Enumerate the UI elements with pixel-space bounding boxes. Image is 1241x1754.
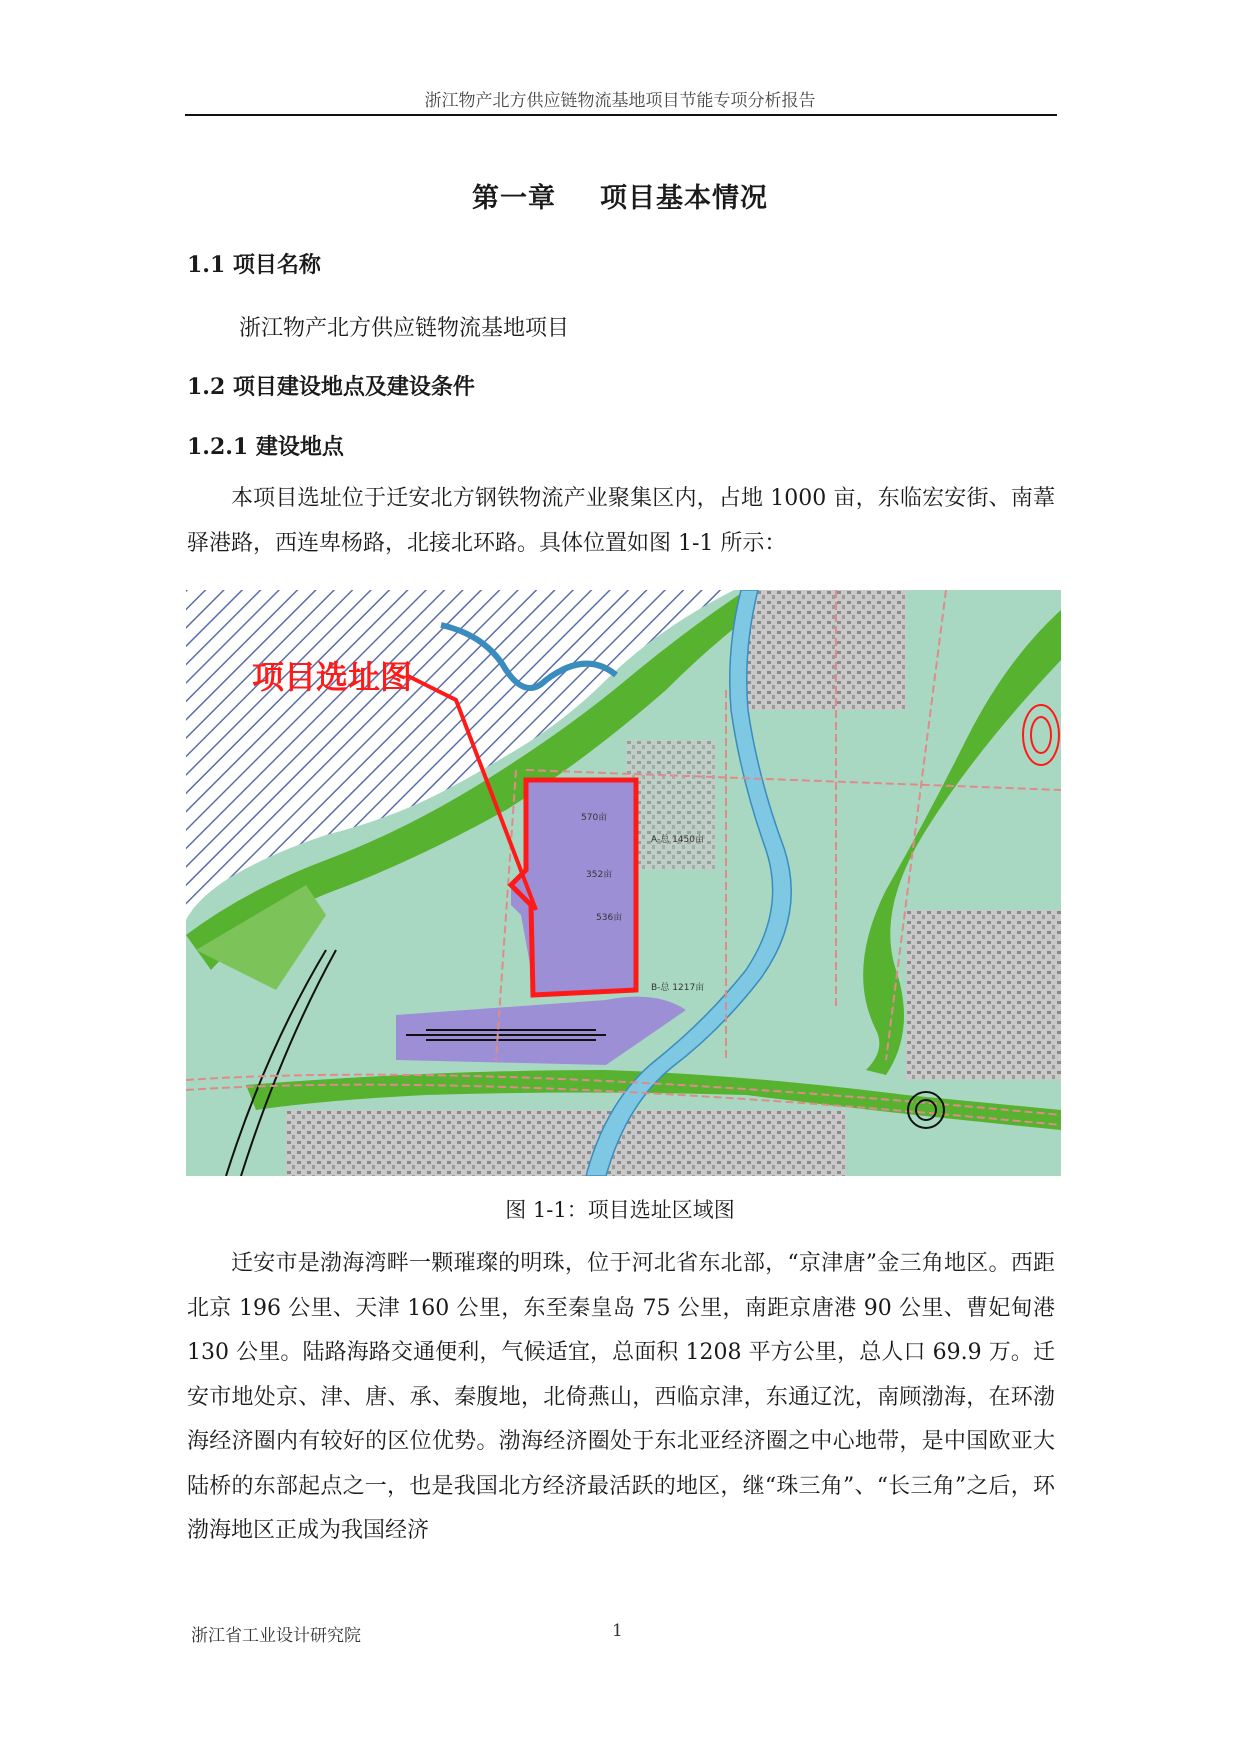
site-map-figure xyxy=(186,590,1061,1176)
mid-town xyxy=(626,740,716,870)
zone-label-b: B-总 1217亩 xyxy=(651,983,705,993)
section-heading-1-1: 1.1 项目名称 xyxy=(187,252,321,278)
figure-caption: 图 1-1：项目选址区域图 xyxy=(505,1198,735,1222)
chapter-number: 第一章 xyxy=(472,183,556,214)
parcel-label-352: 352亩 xyxy=(586,870,613,880)
parcel-label-570: 570亩 xyxy=(581,813,608,823)
se-town-1 xyxy=(906,910,1061,1080)
page-number: 1 xyxy=(612,1621,623,1641)
zone-label-a: A-总 1450亩 xyxy=(651,835,704,845)
section-heading-1-2-1: 1.2.1 建设地点 xyxy=(187,434,344,460)
running-header: 浙江物产北方供应链物流基地项目节能专项分析报告 xyxy=(424,91,816,111)
project-parcel xyxy=(511,780,636,995)
chapter-title xyxy=(185,176,1055,215)
body-paragraph-2 xyxy=(187,1242,1055,1554)
footer-org: 浙江省工业设计研究院 xyxy=(191,1626,361,1646)
section-heading-1-2: 1.2 项目建设地点及建设条件 xyxy=(187,374,475,400)
map-title-label: 项目选址图 xyxy=(252,658,413,696)
site-map xyxy=(186,590,1061,1176)
chapter-name: 项目基本情况 xyxy=(600,183,768,214)
project-name: 浙江物产北方供应链物流基地项目 xyxy=(239,316,570,341)
body-text-2: 迁安市是渤海湾畔一颗璀璨的明珠，位于河北省东北部，“京津唐”金三角地区。西距北京 196 公里、天津 160 公里，东至秦皇岛 75 公里，南距京唐港 90 公里、曹妃甸港 130 公里。陆路海路交通便利，气候适宜，总面积 1208 平方公里，总人口 69.9 万。迁安市地处京、津、唐、承、秦腹地，北倚燕山，西临京津，东通辽沈，南顾渤海，在环渤海经济圈内有较好的区位优势。渤海经济圈处于东北亚经济圈之中心地带，是中国欧亚大陆桥的东部起点之一，也是我国北方经济最活跃的地区，继“珠三角”、“长三角”之后，环渤海地区正成为我国经济 xyxy=(187,1251,1055,1543)
parcel-label-536: 536亩 xyxy=(596,913,623,923)
ne-town xyxy=(746,590,906,710)
header-rule xyxy=(185,114,1057,116)
location-paragraph xyxy=(187,477,1055,566)
south-town xyxy=(286,1110,846,1176)
location-text: 本项目选址位于迁安北方钢铁物流产业聚集区内，占地 1000 亩，东临宏安街、南葦驿港路，西连卑杨路，北接北环路。具体位置如图 1-1 所示： xyxy=(187,486,1055,556)
